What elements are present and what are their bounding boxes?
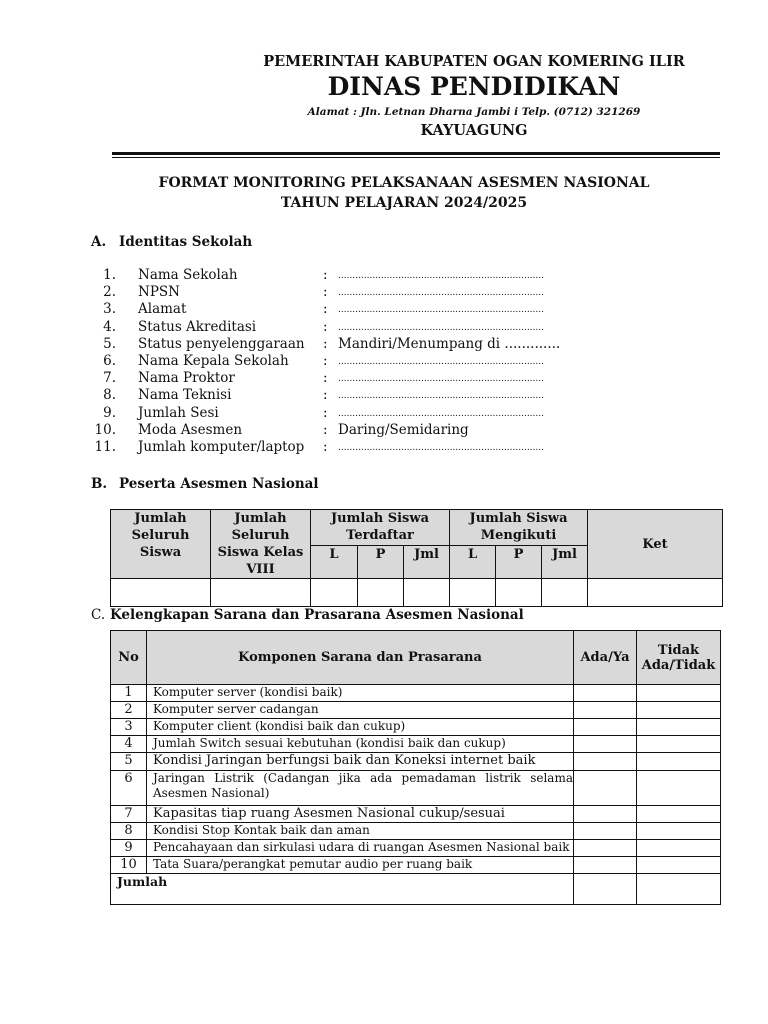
cell-check-ada[interactable] <box>574 736 637 753</box>
col-ada: Ada/Ya <box>574 631 637 685</box>
identity-item-value[interactable]: ........................................................................ <box>338 322 544 333</box>
identity-item <box>90 319 570 336</box>
cell-check-ada[interactable] <box>574 702 637 719</box>
col-terdaftar-l: L <box>311 545 358 579</box>
identity-item-value[interactable]: ........................................................................ <box>338 305 544 316</box>
identity-item-value[interactable]: ........................................................................ <box>338 408 544 419</box>
identity-item <box>90 301 570 318</box>
participants-table <box>110 509 723 607</box>
identity-item-colon: : <box>323 421 328 438</box>
facility-row <box>111 719 721 736</box>
identity-item <box>90 422 570 439</box>
cell-check-ada[interactable] <box>574 753 637 771</box>
facility-row <box>111 857 721 874</box>
letterhead-divider <box>112 152 720 155</box>
facility-component: Komputer client (kondisi baik dan cukup) <box>147 719 574 736</box>
facility-component: Jaringan Listrik (Cadangan jika ada pemadaman listrik selama Asesmen Nasional) <box>147 771 574 806</box>
cell-check-ada[interactable] <box>574 874 637 905</box>
letterhead-address: Alamat : Jln. Letnan Dharna Jambi i Telp. (0712) 321269 <box>307 106 641 118</box>
facility-row <box>111 702 721 719</box>
col-tidak: Tidak Ada/Tidak <box>637 631 721 685</box>
identity-item-colon: : <box>323 335 328 352</box>
facility-row <box>111 823 721 840</box>
identity-item-number: 5. <box>103 335 116 352</box>
col-mengikuti-jml: Jml <box>542 545 588 579</box>
identity-item-label: Nama Kepala Sekolah <box>138 353 289 369</box>
facility-number: 5 <box>111 753 147 771</box>
identity-item <box>90 353 570 370</box>
cell-check-ada[interactable] <box>574 823 637 840</box>
facility-number: 2 <box>111 702 147 719</box>
col-mengikuti: Jumlah Siswa Mengikuti <box>450 510 588 546</box>
cell-check-tidak[interactable] <box>637 702 721 719</box>
facility-number: 4 <box>111 736 147 753</box>
cell-entry[interactable] <box>311 579 358 607</box>
section-c-title: Kelengkapan Sarana dan Prasarana Asesmen Nasional <box>110 607 524 623</box>
cell-check-tidak[interactable] <box>637 771 721 806</box>
identity-item-colon: : <box>323 318 328 335</box>
identity-item-colon: : <box>323 353 328 369</box>
identity-item-label: Jumlah Sesi <box>138 404 219 421</box>
section-a-heading <box>91 234 252 250</box>
facility-row <box>111 736 721 753</box>
identity-item-label: Status Akreditasi <box>138 318 257 335</box>
facility-component: Pencahayaan dan sirkulasi udara di ruangan Asesmen Nasional baik <box>147 840 574 857</box>
identity-item-colon: : <box>323 439 328 455</box>
identity-item <box>90 405 570 422</box>
identity-item-label: NPSN <box>138 284 180 301</box>
facility-row <box>111 685 721 702</box>
col-terdaftar: Jumlah Siswa Terdaftar <box>311 510 450 546</box>
facility-number: 6 <box>111 771 147 806</box>
cell-check-tidak[interactable] <box>637 753 721 771</box>
col-terdaftar-jml: Jml <box>404 545 450 579</box>
identity-item-number: 1. <box>103 267 116 283</box>
participants-entry-row <box>111 579 723 607</box>
section-b-heading <box>91 476 319 492</box>
facility-component: Tata Suara/perangkat pemutar audio per ruang baik <box>147 857 574 874</box>
identity-item-number: 6. <box>103 353 116 369</box>
letterhead-city: KAYUAGUNG <box>420 122 528 139</box>
identity-item-number: 7. <box>103 370 116 387</box>
letterhead-divider-thin <box>112 157 720 158</box>
identity-item-label: Status penyelenggaraan <box>138 335 305 352</box>
identity-item-number: 4. <box>103 318 116 335</box>
cell-check-ada[interactable] <box>574 771 637 806</box>
identity-item-label: Jumlah komputer/laptop <box>138 439 305 455</box>
identity-item-number: 2. <box>103 284 116 301</box>
letterhead-government: PEMERINTAH KABUPATEN OGAN KOMERING ILIR <box>263 53 685 70</box>
facility-component: Komputer server (kondisi baik) <box>147 685 574 702</box>
identity-item <box>90 387 570 404</box>
cell-entry[interactable] <box>496 579 542 607</box>
identity-item-number: 10. <box>94 421 116 438</box>
facilities-table <box>110 630 721 905</box>
identity-item-colon: : <box>323 284 328 301</box>
facility-number: 7 <box>111 806 147 823</box>
cell-check-tidak[interactable] <box>637 874 721 905</box>
identity-item-colon: : <box>323 370 328 387</box>
col-komponen: Komponen Sarana dan Prasarana <box>147 631 574 685</box>
identity-item-colon: : <box>323 267 328 283</box>
identity-item-label: Nama Proktor <box>138 370 235 387</box>
facility-component: Kapasitas tiap ruang Asesmen Nasional cukup/sesuai <box>147 806 574 823</box>
facility-component: Jumlah Switch sesuai kebutuhan (kondisi baik dan cukup) <box>147 736 574 753</box>
section-b-title: Peserta Asesmen Nasional <box>119 476 319 492</box>
col-jumlah-seluruh-siswa: Jumlah Seluruh Siswa <box>111 510 211 579</box>
cell-check-ada[interactable] <box>574 840 637 857</box>
document-title: FORMAT MONITORING PELAKSANAAN ASESMEN NASIONAL <box>158 175 650 191</box>
facility-component: Kondisi Jaringan berfungsi baik dan Koneksi internet baik <box>147 753 574 771</box>
cell-check-tidak[interactable] <box>637 736 721 753</box>
document-subtitle: TAHUN PELAJARAN 2024/2025 <box>280 195 528 211</box>
identity-item-number: 3. <box>103 301 116 318</box>
col-mengikuti-p: P <box>496 545 542 579</box>
section-c-heading <box>91 607 524 623</box>
facility-row <box>111 771 721 806</box>
cell-entry[interactable] <box>111 579 211 607</box>
facility-row <box>111 753 721 771</box>
identity-item-number: 11. <box>94 439 116 455</box>
total-label: Jumlah <box>111 874 574 905</box>
facility-component: Komputer server cadangan <box>147 702 574 719</box>
identity-item-colon: : <box>323 387 328 404</box>
col-mengikuti-l: L <box>450 545 496 579</box>
identity-item-colon: : <box>323 404 328 421</box>
facility-number: 9 <box>111 840 147 857</box>
identity-item-number: 8. <box>103 387 116 404</box>
identity-item-value[interactable]: Daring/Semidaring <box>338 421 469 438</box>
identity-item <box>90 439 570 456</box>
identity-item <box>90 267 570 284</box>
section-c-letter: C. <box>91 607 106 623</box>
facility-number: 3 <box>111 719 147 736</box>
identity-item-value[interactable]: ........................................................................ <box>338 288 544 299</box>
cell-entry[interactable] <box>358 579 404 607</box>
section-a-title: Identitas Sekolah <box>119 234 253 250</box>
col-ket: Ket <box>588 510 723 579</box>
identity-item-label: Nama Sekolah <box>138 267 238 283</box>
identity-item <box>90 284 570 301</box>
cell-check-tidak[interactable] <box>637 840 721 857</box>
cell-entry[interactable] <box>211 579 311 607</box>
section-b-letter: B. <box>91 476 108 492</box>
cell-check-tidak[interactable] <box>637 823 721 840</box>
identity-item-value[interactable]: ........................................................................ <box>338 357 544 367</box>
cell-check-ada[interactable] <box>574 685 637 702</box>
facility-number: 8 <box>111 823 147 840</box>
identity-item <box>90 370 570 387</box>
identity-item-value[interactable]: ........................................................................ <box>338 374 544 385</box>
identity-item-number: 9. <box>103 404 116 421</box>
cell-check-tidak[interactable] <box>637 685 721 702</box>
identity-item-label: Nama Teknisi <box>138 387 232 404</box>
facility-number: 10 <box>111 857 147 874</box>
facility-component: Kondisi Stop Kontak baik dan aman <box>147 823 574 840</box>
facility-row <box>111 840 721 857</box>
col-no: No <box>111 631 147 685</box>
cell-check-ada[interactable] <box>574 806 637 823</box>
facility-row <box>111 806 721 823</box>
facility-number: 1 <box>111 685 147 702</box>
col-jumlah-siswa-kelas: Jumlah Seluruh Siswa Kelas VIII <box>211 510 311 579</box>
cell-check-ada[interactable] <box>574 719 637 736</box>
identity-item-colon: : <box>323 301 328 318</box>
cell-check-ada[interactable] <box>574 857 637 874</box>
cell-check-tidak[interactable] <box>637 857 721 874</box>
identity-item-value[interactable]: ........................................................................ <box>338 391 544 402</box>
identity-item-value[interactable]: ........................................................................ <box>338 443 544 453</box>
cell-entry[interactable] <box>404 579 450 607</box>
cell-check-tidak[interactable] <box>637 719 721 736</box>
total-row <box>111 874 721 905</box>
identity-item-label: Alamat <box>138 301 187 318</box>
cell-entry[interactable] <box>450 579 496 607</box>
section-a-letter: A. <box>91 234 107 250</box>
identity-item-value[interactable]: ........................................................................ <box>338 271 544 281</box>
col-terdaftar-p: P <box>358 545 404 579</box>
identity-item-label: Moda Asesmen <box>138 421 243 438</box>
letterhead-department: DINAS PENDIDIKAN <box>327 72 621 101</box>
identity-item-value[interactable]: Mandiri/Menumpang di ............. <box>338 335 561 352</box>
identity-item <box>90 336 570 353</box>
cell-entry[interactable] <box>542 579 588 607</box>
cell-entry[interactable] <box>588 579 723 607</box>
cell-check-tidak[interactable] <box>637 806 721 823</box>
